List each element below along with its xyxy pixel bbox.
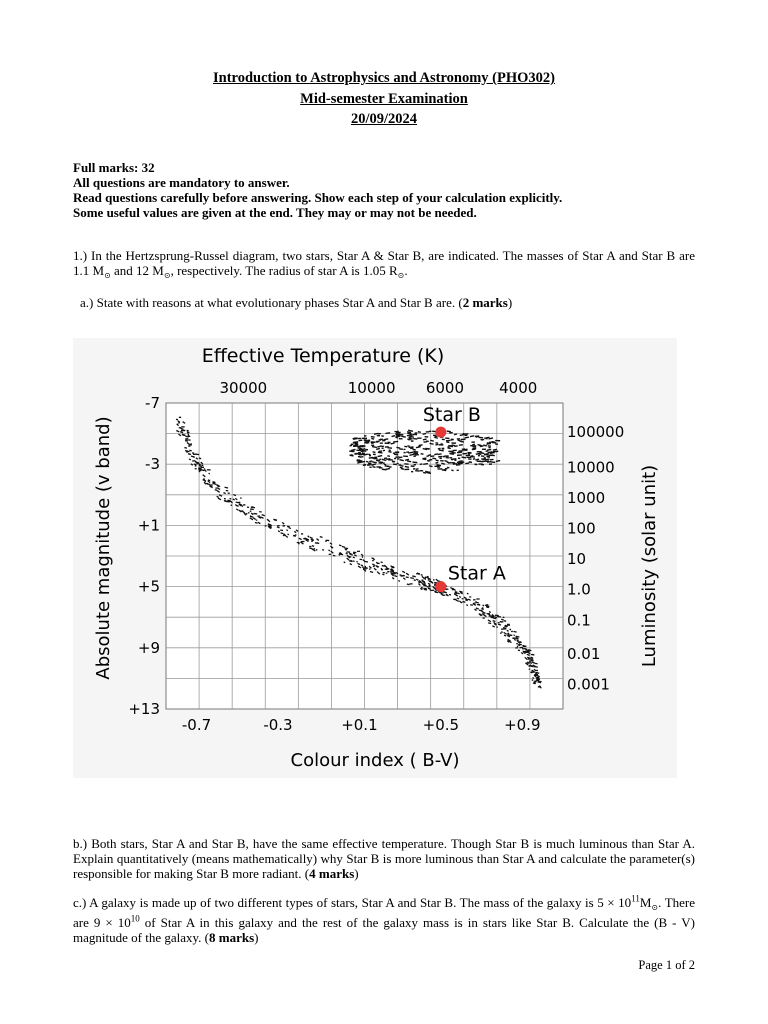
giant-star	[484, 457, 486, 459]
temperature-tick-label: 6000	[425, 379, 465, 397]
giant-star	[354, 453, 357, 454]
luminosity-tick-label: 0.1	[567, 611, 591, 630]
exam-date: 20/09/2024	[350, 111, 418, 127]
main-sequence-star	[357, 551, 360, 552]
giant-star	[365, 449, 368, 451]
giant-star	[382, 462, 384, 464]
giant-star	[353, 438, 358, 439]
giant-star	[382, 447, 384, 449]
y-tick-label: -3	[145, 455, 160, 474]
giant-star	[369, 466, 371, 468]
giant-star	[414, 449, 416, 451]
main-sequence-star	[257, 515, 260, 516]
instructions	[73, 160, 695, 220]
question-1b: b.) Both stars, Star A and Star B, have the same effective temperature. Though Star B is much luminous than Star A. Explain quantitatively (means mathematically) why Star B is more luminous than Star A and calculate the parameter(s) responsible for making Star B more radiant. (4 marks)	[73, 836, 695, 881]
giant-star	[379, 467, 383, 468]
giant-star	[364, 435, 367, 437]
giant-star	[481, 464, 484, 465]
giant-star	[411, 440, 414, 442]
luminosity-tick-label: 10000	[567, 458, 615, 477]
giant-star	[440, 460, 444, 462]
giant-star	[406, 451, 409, 453]
giant-star	[416, 454, 419, 456]
giant-star	[418, 445, 421, 447]
main-sequence-star	[386, 573, 388, 574]
main-sequence-star	[246, 513, 248, 515]
main-sequence-star	[523, 646, 527, 647]
main-sequence-star	[188, 439, 190, 440]
giant-star	[362, 438, 367, 439]
main-sequence-star	[287, 526, 290, 527]
main-sequence-star	[540, 681, 542, 682]
question-1a-marks: 2 marks	[462, 295, 508, 310]
giant-star	[467, 457, 472, 458]
giant-star	[446, 440, 450, 442]
main-sequence-star	[243, 504, 246, 505]
main-sequence-star	[301, 541, 305, 542]
giant-star	[379, 458, 381, 460]
giant-star	[442, 448, 444, 449]
luminosity-tick-label: 10	[567, 550, 587, 569]
giant-star	[495, 443, 498, 444]
giant-star	[411, 471, 413, 473]
giant-star	[451, 439, 454, 441]
main-sequence-star	[185, 438, 188, 439]
giant-star	[365, 441, 369, 443]
y-tick-label: +9	[137, 638, 160, 657]
main-sequence-star	[179, 417, 181, 418]
giant-star	[358, 452, 361, 454]
main-sequence-star	[190, 443, 192, 444]
main-sequence-star	[207, 469, 211, 471]
main-sequence-star	[369, 568, 371, 569]
main-sequence-star	[534, 674, 538, 675]
giant-star	[457, 438, 460, 440]
giant-star	[462, 453, 467, 455]
main-sequence-star	[353, 553, 355, 554]
main-sequence-star	[511, 631, 513, 632]
giant-star	[371, 444, 374, 446]
main-sequence-star	[362, 566, 364, 567]
giant-star	[388, 459, 393, 460]
main-sequence-star	[188, 436, 190, 437]
main-sequence-star	[390, 571, 393, 572]
giant-star	[488, 447, 490, 449]
chart-xlabel: Colour index ( B-V)	[290, 750, 460, 771]
chart-ylabel: Absolute magnitude (v band)	[93, 416, 114, 680]
main-sequence-star	[428, 588, 431, 589]
main-sequence-star	[537, 681, 539, 683]
giant-star	[395, 451, 399, 453]
main-sequence-star	[501, 628, 503, 629]
y-tick-label: +13	[128, 700, 160, 718]
main-sequence-star	[486, 607, 489, 609]
giant-star	[465, 435, 468, 436]
main-sequence-star	[483, 617, 485, 618]
main-sequence-star	[187, 430, 189, 431]
sun-symbol: ⊙	[651, 903, 659, 912]
main-sequence-star	[184, 430, 185, 431]
exam-title: Mid-semester Examination	[300, 91, 468, 107]
x-tick-label: -0.3	[263, 716, 293, 734]
chart-y2label: Luminosity (solar unit)	[639, 464, 660, 668]
giant-star	[442, 439, 445, 441]
giant-star	[489, 463, 492, 465]
giant-star	[461, 439, 466, 441]
x-tick-label: +0.5	[422, 716, 460, 734]
giant-star	[351, 444, 354, 446]
main-sequence-star	[213, 483, 215, 484]
main-sequence-star	[228, 493, 230, 494]
giant-star	[495, 440, 500, 442]
giant-star	[397, 458, 399, 459]
main-sequence-star	[470, 604, 473, 606]
main-sequence-star	[186, 451, 189, 452]
main-sequence-star	[486, 604, 488, 606]
luminosity-tick-label: 100000	[567, 423, 625, 442]
temperature-tick-label: 4000	[499, 379, 538, 397]
main-sequence-star	[256, 519, 258, 520]
main-sequence-star	[517, 646, 519, 647]
main-sequence-star	[282, 525, 284, 526]
giant-star	[451, 442, 456, 444]
y-tick-label: -7	[145, 394, 160, 412]
main-sequence-star	[394, 573, 396, 574]
giant-star	[373, 441, 376, 443]
giant-star	[448, 451, 453, 453]
main-sequence-star	[526, 651, 529, 652]
star-a-label: Star A	[447, 562, 506, 585]
main-sequence-star	[387, 571, 389, 572]
giant-star	[380, 442, 383, 444]
main-sequence-star	[476, 602, 479, 603]
main-sequence-star	[500, 621, 504, 623]
y-tick-label: +5	[137, 577, 160, 596]
main-sequence-star	[205, 483, 208, 484]
instruction-mandatory: All questions are mandatory to answer.	[73, 175, 290, 190]
main-sequence-star	[473, 599, 476, 600]
luminosity-tick-label: 0.001	[567, 675, 610, 694]
luminosity-tick-label: 1000	[567, 488, 606, 507]
giant-star	[481, 458, 484, 459]
giant-star	[368, 463, 371, 465]
x-tick-label: +0.9	[504, 716, 541, 734]
main-sequence-star	[508, 641, 510, 642]
star-b-marker	[435, 427, 446, 438]
main-sequence-star	[433, 579, 435, 580]
main-sequence-star	[188, 445, 190, 446]
giant-star	[364, 440, 367, 441]
giant-star	[486, 438, 488, 440]
giant-star	[392, 461, 394, 462]
giant-star	[369, 455, 371, 456]
main-sequence-star	[248, 512, 250, 513]
giant-star	[451, 459, 454, 461]
giant-star	[484, 454, 489, 456]
instruction-full-marks: Full marks: 32	[73, 160, 155, 175]
giant-star	[492, 461, 495, 463]
main-sequence-star	[251, 507, 254, 508]
main-sequence-star	[309, 546, 311, 548]
question-1-intro: 1.) In the Hertzsprung-Russel diagram, two stars, Star A & Star B, are indicated. The masses of Star A and Star B are 1.1 $M_⊙$ and 12 $M_⊙$, respectively. The radius of star A is 1.05 $R_⊙$.	[73, 248, 695, 280]
giant-star	[482, 448, 486, 450]
star-a-marker	[435, 581, 446, 592]
main-sequence-star	[519, 647, 523, 649]
main-sequence-star	[528, 654, 530, 655]
giant-star	[479, 451, 482, 452]
giant-star	[408, 439, 411, 441]
main-sequence-star	[313, 548, 315, 549]
sun-symbol: ⊙	[104, 271, 111, 280]
giant-star	[403, 449, 405, 450]
y-tick-label: +1	[137, 516, 160, 535]
question-1b-marks: 4 marks	[309, 866, 355, 881]
hr-diagram-svg	[73, 338, 677, 778]
giant-star	[396, 432, 399, 433]
giant-star	[399, 438, 403, 439]
main-sequence-star	[525, 649, 527, 650]
giant-star	[420, 470, 423, 472]
giant-star	[425, 436, 429, 438]
sun-symbol: ⊙	[163, 271, 171, 280]
giant-star	[415, 432, 418, 434]
main-sequence-star	[195, 468, 197, 469]
giant-star	[437, 466, 440, 467]
main-sequence-star	[301, 533, 303, 534]
x-tick-label: +0.1	[341, 716, 378, 734]
giant-star	[358, 438, 362, 440]
main-sequence-star	[498, 622, 500, 624]
instruction-read-carefully: Read questions carefully before answering. Show each step of your calculation explicitly.	[73, 190, 563, 205]
giant-star	[437, 468, 442, 469]
giant-star	[441, 443, 443, 444]
main-sequence-star	[431, 590, 435, 592]
main-sequence-star	[482, 613, 484, 614]
main-sequence-star	[519, 642, 522, 643]
giant-star	[444, 469, 447, 470]
main-sequence-star	[487, 613, 490, 614]
main-sequence-star	[265, 525, 267, 526]
main-sequence-star	[277, 525, 279, 526]
giant-star	[426, 431, 430, 432]
main-sequence-star	[496, 626, 498, 628]
star-b-label: Star B	[422, 404, 481, 427]
page-number: Page 1 of 2	[638, 958, 695, 972]
giant-star	[385, 446, 389, 448]
giant-star	[454, 459, 456, 460]
main-sequence-star	[181, 426, 185, 427]
giant-star	[478, 455, 480, 457]
chart-title: Effective Temperature (K)	[201, 345, 445, 367]
question-1c: c.) A galaxy is made up of two different types of stars, Star A and Star B. The mass of the galaxy is $5 \times 10^{11}M_⊙$. There are $9 \times 10^{10}$ of Star A in this galaxy and the rest of the galaxy mass is in stars like Star B. Calculate the (B - V) magnitude of the galaxy. (8 marks)	[73, 893, 696, 945]
luminosity-tick-label: 0.01	[567, 644, 601, 663]
temperature-tick-label: 10000	[347, 379, 396, 397]
temperature-tick-label: 30000	[219, 379, 268, 397]
main-sequence-star	[528, 658, 530, 659]
giant-star	[449, 457, 452, 459]
giant-star	[394, 458, 396, 459]
main-sequence-star	[372, 560, 374, 562]
giant-star	[371, 441, 374, 442]
giant-star	[426, 455, 428, 457]
giant-star	[471, 441, 475, 443]
question-1a: a.) State with reasons at what evolutionary phases Star A and Star B are. (2 marks)	[80, 295, 513, 310]
main-sequence-star	[409, 583, 412, 584]
main-sequence-star	[345, 549, 347, 550]
giant-star	[373, 454, 376, 456]
main-sequence-star	[469, 596, 471, 597]
instruction-useful-values: Some useful values are given at the end. They may or may not be needed.	[73, 205, 477, 220]
giant-star	[414, 464, 416, 465]
main-sequence-star	[443, 595, 445, 596]
main-sequence-star	[531, 654, 534, 655]
giant-star	[377, 435, 380, 436]
hr-diagram	[73, 338, 677, 778]
giant-star	[373, 458, 377, 460]
giant-star	[397, 463, 399, 464]
main-sequence-star	[250, 509, 252, 511]
main-sequence-star	[193, 454, 196, 456]
main-sequence-star	[192, 452, 194, 454]
sun-symbol: ⊙	[397, 271, 405, 280]
main-sequence-star	[453, 599, 456, 600]
giant-star	[440, 458, 442, 459]
luminosity-tick-label: 1.0	[567, 580, 591, 599]
main-sequence-star	[329, 554, 332, 555]
main-sequence-star	[515, 647, 518, 649]
main-sequence-star	[490, 616, 493, 618]
course-title: Introduction to Astrophysics and Astronomy (PHO302)	[212, 70, 555, 86]
main-sequence-star	[512, 637, 515, 638]
luminosity-tick-label: 100	[567, 519, 596, 538]
main-sequence-star	[349, 556, 352, 557]
x-tick-label: -0.7	[181, 716, 212, 734]
main-sequence-star	[476, 598, 479, 599]
question-1c-marks: 8 marks	[208, 930, 255, 945]
main-sequence-star	[185, 440, 188, 441]
main-sequence-star	[192, 460, 195, 461]
main-sequence-star	[518, 650, 520, 651]
giant-star	[417, 437, 421, 438]
